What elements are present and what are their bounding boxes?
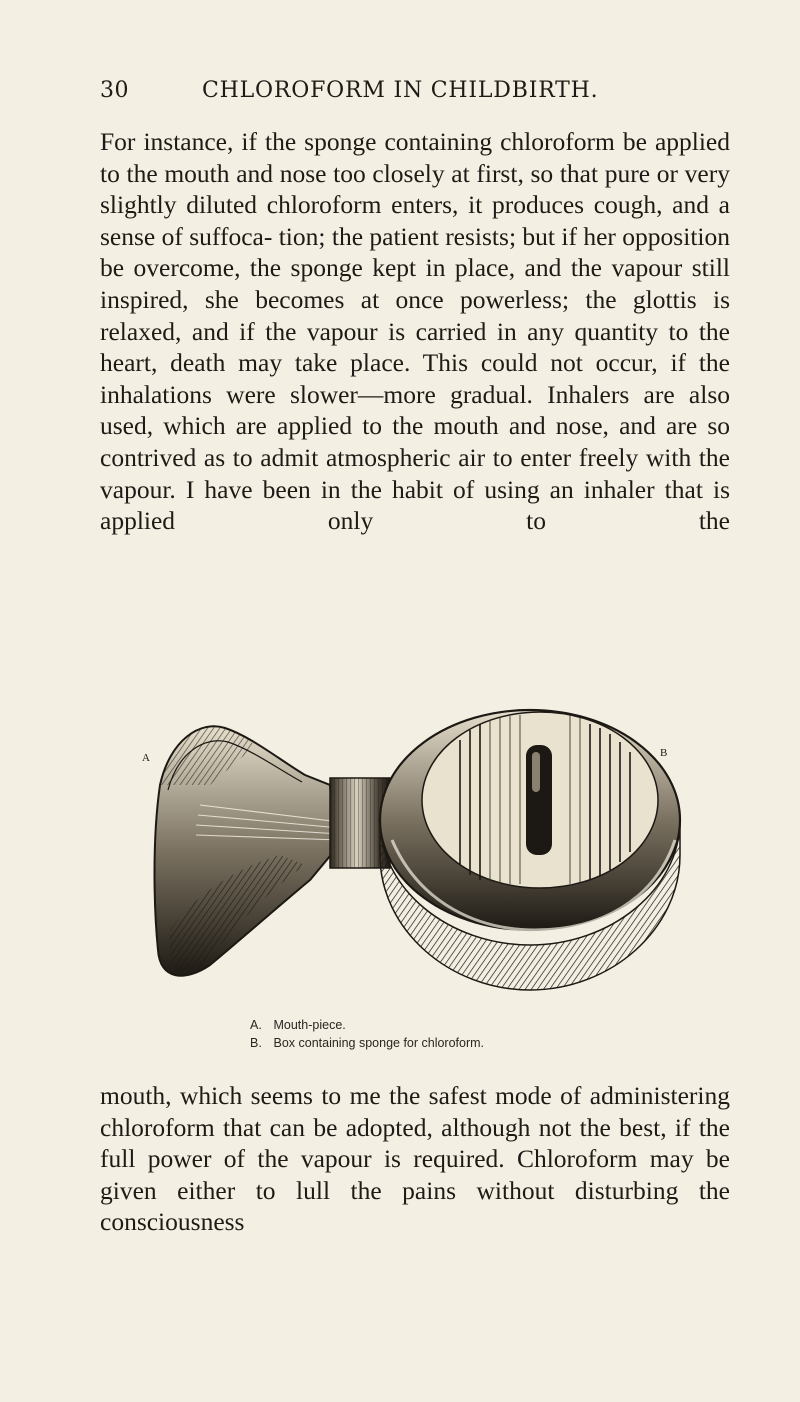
caption-text: Box containing sponge for chloroform. (273, 1036, 485, 1050)
caption-text: Mouth-piece. (273, 1018, 346, 1032)
label-a: A (142, 752, 150, 764)
caption-item (250, 1016, 610, 1034)
running-header (100, 78, 720, 112)
body-paragraph-1: For instance, if the sponge containing chloroform be applied to the mouth and nose too closely at first, so that pure or very slightly diluted chloroform enters, it produces cough, and a sense of suffoca- tion; the patient resists; but if her opposition be overcome, the sponge kept in place, and the vapour still inspired, she becomes at once powerless; the glottis is relaxed, and if the vapour is carried in any quantity to the heart, death may take place. This could not occur, if the inhalations were slower—more gradual. Inhalers are also used, which are applied to the mouth and nose, and are so contrived as to admit atmospheric air to enter freely with the vapour. I have been in the habit of using an inhaler that is applied only to the (100, 127, 730, 536)
inhaler-illustration (130, 690, 690, 1020)
caption-key: A. (250, 1018, 262, 1032)
caption-item (250, 1034, 610, 1052)
page-number: 30 (100, 78, 129, 103)
label-b: B (660, 747, 668, 759)
running-title: CHLOROFORM IN CHILDBIRTH. (202, 78, 599, 103)
figure-caption (250, 1016, 610, 1052)
inhaler-engraving (130, 690, 690, 1020)
body-paragraph-2: mouth, which seems to me the safest mode of administering chloroform that can be adopted, although not the best, if the full power of the vapour is required. Chloroform may be given either to lull the pains without disturbing the consciousness (100, 1081, 730, 1237)
caption-key: B. (250, 1036, 262, 1050)
